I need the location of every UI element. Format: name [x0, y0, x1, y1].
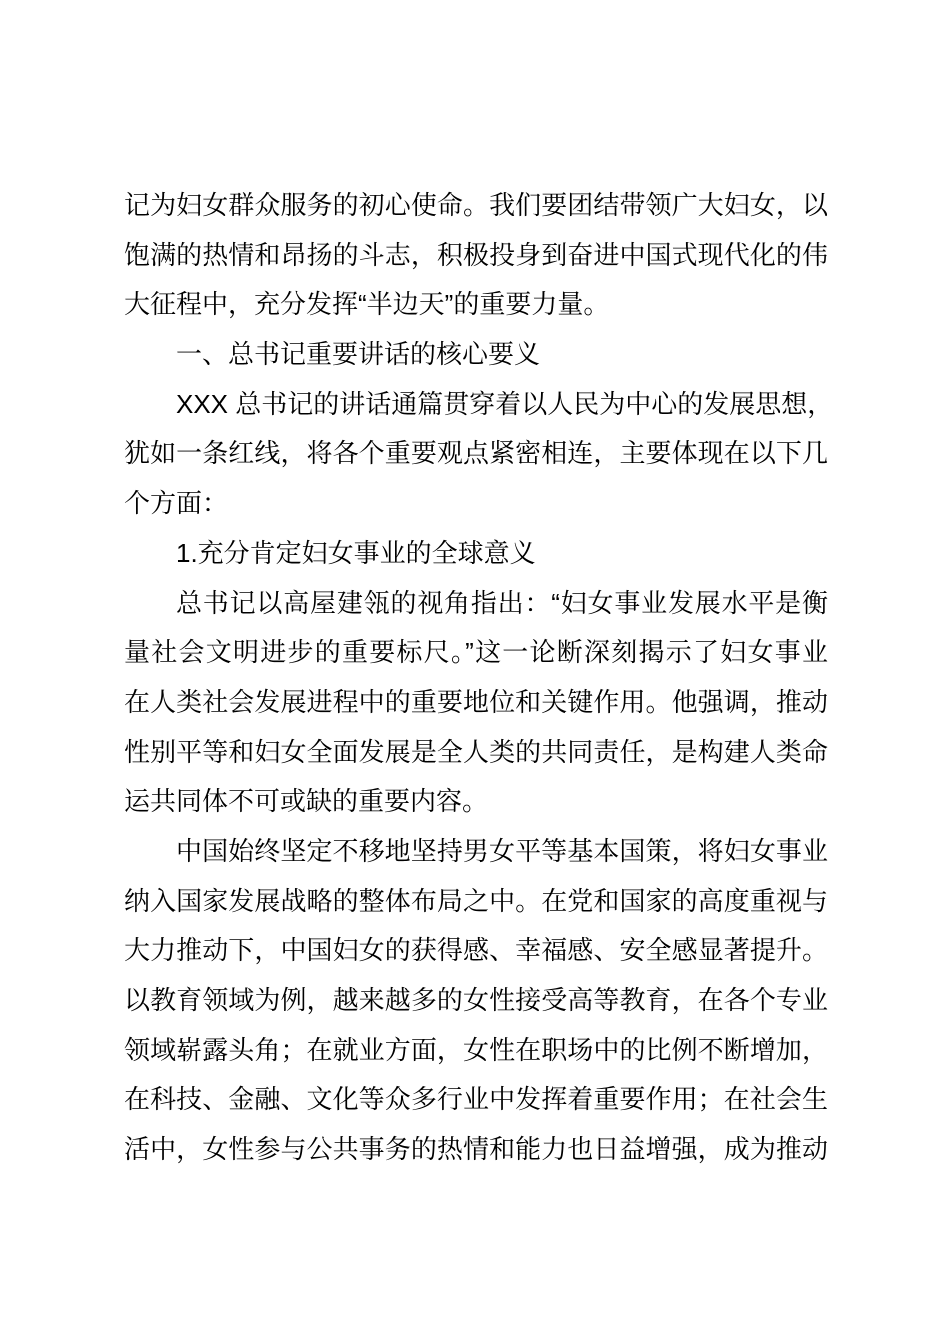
section-heading-1	[124, 330, 828, 380]
text-line: 大力推动下，中国妇女的获得感、幸福感、安全感显著提升。	[124, 935, 828, 966]
text-line: 饱满的热情和昂扬的斗志，积极投身到奋进中国式现代化的伟	[124, 239, 828, 270]
text-line: 在科技、金融、文化等众多行业中发挥着重要作用；在社会生	[124, 1084, 828, 1115]
text-line: 总书记以高屋建瓴的视角指出：“妇女事业发展水平是衡	[176, 587, 828, 618]
paragraph-global-significance	[124, 579, 828, 827]
document-text-block	[124, 181, 834, 1175]
text-line: 个方面：	[124, 488, 229, 519]
text-line: 活中，女性参与公共事务的热情和能力也日益增强，成为推动	[124, 1134, 828, 1165]
paragraph-china-policy	[124, 827, 828, 1175]
sub-heading-1	[124, 529, 828, 579]
text-line: 性别平等和妇女全面发展是全人类的共同责任，是构建人类命	[124, 736, 828, 767]
text-line: 以教育领域为例，越来越多的女性接受高等教育，在各个专业	[124, 985, 828, 1015]
text-line: 领域崭露头角；在就业方面，女性在职场中的比例不断增加，	[124, 1034, 828, 1065]
paragraph-continuation	[124, 181, 828, 330]
text-line: 记为妇女群众服务的初心使命。我们要团结带领广大妇女，以	[124, 190, 828, 220]
text-line: 纳入国家发展战略的整体布局之中。在党和国家的高度重视与	[124, 885, 828, 916]
text-line: 犹如一条红线，将各个重要观点紧密相连，主要体现在以下几	[124, 438, 828, 469]
text-line: 1.充分肯定妇女事业的全球意义	[176, 537, 536, 568]
text-line: 量社会文明进步的重要标尺。”这一论断深刻揭示了妇女事业	[124, 637, 828, 668]
text-line: 一、总书记重要讲话的核心要义	[176, 339, 541, 370]
paragraph-overview	[124, 380, 834, 529]
text-line: 大征程中，充分发挥“半边天”的重要力量。	[124, 289, 610, 320]
text-line: XXX 总书记的讲话通篇贯穿着以人民为中心的发展思想，	[176, 388, 834, 419]
text-line: 运共同体不可或缺的重要内容。	[124, 786, 489, 817]
text-line: 中国始终坚定不移地坚持男女平等基本国策，将妇女事业	[176, 835, 828, 866]
text-line: 在人类社会发展进程中的重要地位和关键作用。他强调，推动	[124, 686, 828, 717]
